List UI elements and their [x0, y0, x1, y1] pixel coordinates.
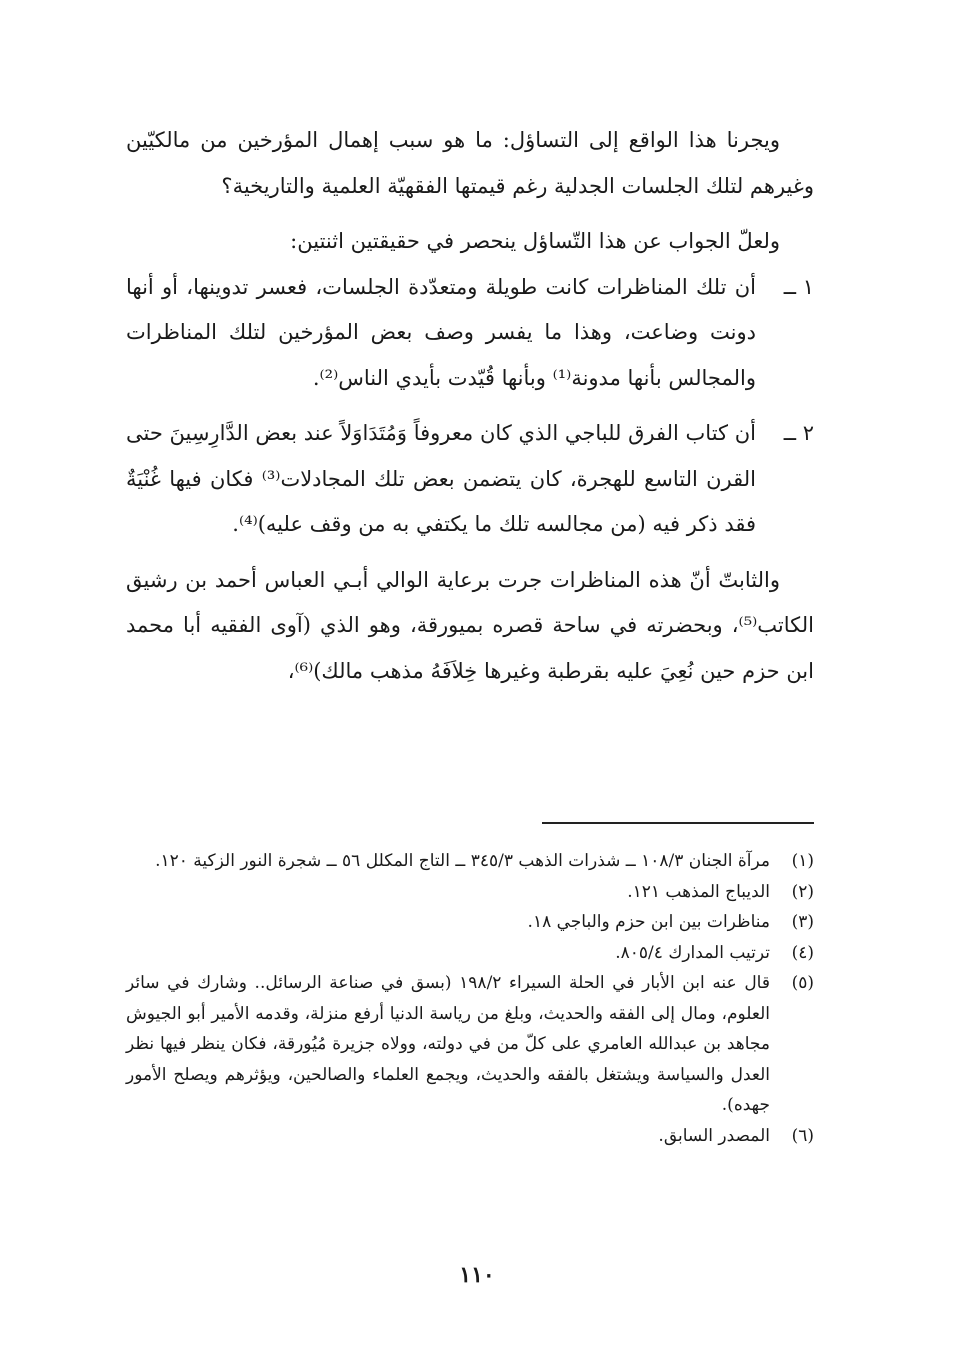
footnote-4	[126, 938, 814, 969]
footnote-text: قال عنه ابن الأبار في الحلة السيراء ١٩٨/٢ (بسق في صناعة الرسائل.. وشارك في سائر العلوم، ومال إلى الفقه والحديث، وبلغ من رياسة الدنيا أرفع منزلة، وقدمه الأمير أبو الجيوش مجاهد بن عبدالله العامري على كلّ من في دولته، وولاه جزيرة مُيُورقة، فكان ينظر فيها نظر العدل والسياسة ويشتغل بالفقه والحديث، ويجمع العلماء والصالحين، ويؤثرهم ويصلح الأمور جهده).	[126, 973, 770, 1115]
footnote-6	[126, 1121, 814, 1152]
footnote-marker: (٢)	[791, 881, 814, 902]
main-text	[126, 118, 814, 694]
paragraph-closing: والثابتّ أنّ هذه المناظرات جرت برعاية الوالي أبـي العباس أحمد بن رشيق الكاتب⁽⁵⁾، وبحضرته في ساحة قصره بميورقة، وهو الذي (آوى الفقيه أبا محمد ابن حزم حين نُعِيَ عليه بقرطبة وغيرها خِلاَفَهُ مذهب مالك)⁽⁶⁾،	[126, 567, 814, 683]
footnote-3	[126, 907, 814, 938]
footnote-marker: (٤)	[791, 942, 814, 963]
footnote-2	[126, 877, 814, 908]
footnote-text: المصدر السابق.	[658, 1125, 770, 1146]
footnote-marker: (٥)	[791, 973, 814, 993]
point-marker: ١ ــ	[783, 274, 814, 299]
footnote-text: ترتيب المدارك ٨٠٥/٤.	[615, 942, 770, 963]
footnotes	[126, 846, 814, 1151]
footnote-marker: (١)	[791, 851, 814, 871]
point-marker: ٢ ــ	[783, 421, 814, 445]
paragraph-answer-intro: ولعلّ الجواب عن هذا التّساؤل ينحصر في حقيقتين اثنتين:	[290, 229, 780, 253]
footnote-text: مرآة الجنان ١٠٨/٣ ــ شذرات الذهب ٣٤٥/٣ ــ التاج المكلل ٥٦ ــ شجرة النور الزكية ١٢٠.	[155, 851, 770, 871]
footnote-text: الديباج المذهب ١٢١.	[627, 881, 770, 902]
footnote-marker: (٦)	[791, 1125, 814, 1146]
footnote-divider	[542, 822, 814, 824]
point-text: أن تلك المناظرات كانت طويلة ومتعدّدة الجلسات، فعسر تدوينها، أو أنها دونت وضاعت، وهذا ما يفسر وصف بعض المؤرخين لتلك المناظرات والمجالس بأنها مدونة⁽¹⁾ وبأنها قُيّدت بأيدي الناس⁽²⁾.	[126, 274, 756, 390]
numbered-point-1	[126, 265, 814, 402]
footnote-1	[126, 846, 814, 877]
footnote-marker: (٣)	[791, 912, 814, 932]
page-number: ١١٠	[459, 1262, 495, 1288]
footnote-text: مناظرات بين ابن حزم والباجي ١٨.	[527, 912, 770, 932]
numbered-point-2	[126, 411, 814, 548]
point-text: أن كتاب الفرق للباجي الذي كان معروفاً وَمُتَدَاوَلاً عند بعض الدَّارِسِينَ حتى القرن التاسع للهجرة، كان يتضمن بعض تلك المجادلات⁽³⁾ فكان فيها غُنْيَةٌ فقد ذكر فيه (من مجالسه تلك ما يكتفي به من وقف عليه)⁽⁴⁾.	[126, 421, 756, 536]
footnote-5	[126, 968, 814, 1121]
paragraph-question: ويجرنا هذا الواقع إلى التساؤل: ما هو سبب إهمال المؤرخين من مالكيّين وغيرهم لتلك الجلسات الجدلية رغم قيمتها الفقهيّة العلمية والتاريخية؟	[126, 128, 814, 198]
